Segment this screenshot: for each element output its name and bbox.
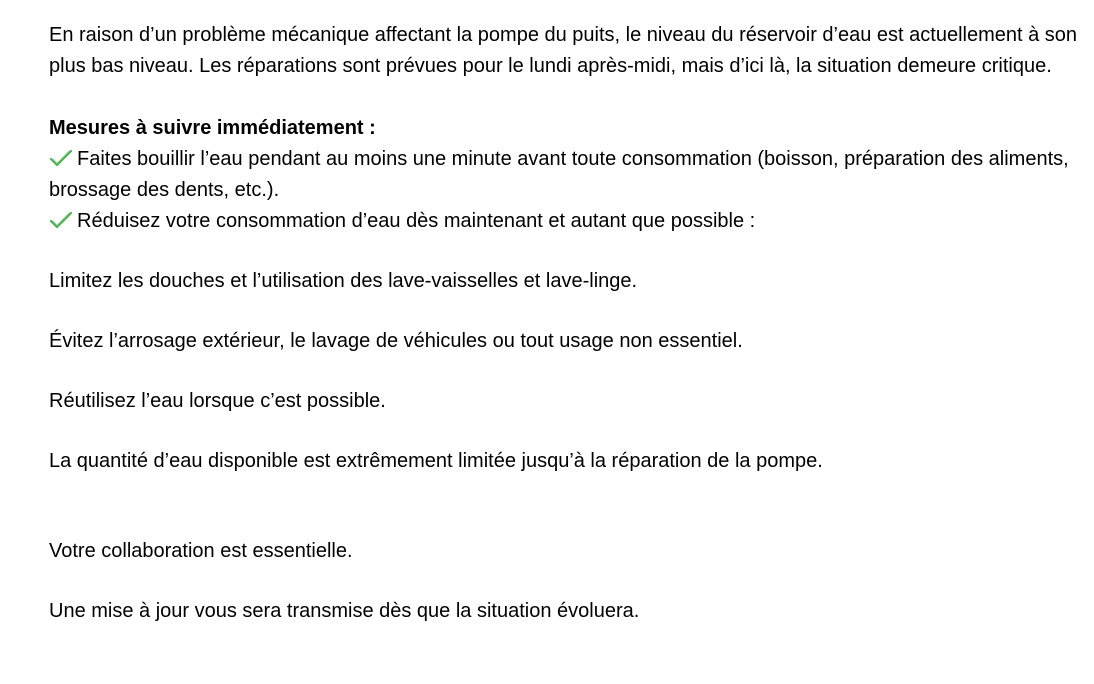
- paragraph-reuse: Réutilisez l’eau lorsque c’est possible.: [49, 390, 386, 412]
- checklist-item-label: Faites bouillir l’eau pendant au moins une minute avant toute consommation (boisson, préparation des aliments, brossage des dents, etc.).: [49, 148, 1069, 201]
- checklist-item-reduce: [49, 206, 1079, 237]
- check-mark-icon: [49, 148, 73, 168]
- closing-collaboration: Votre collaboration est essentielle.: [49, 540, 353, 562]
- check-mark-icon: [49, 210, 73, 230]
- document-body: [49, 20, 1079, 627]
- checklist-item-boil: [49, 144, 1079, 206]
- paragraph-limited: La quantité d’eau disponible est extrêmement limitée jusqu’à la réparation de la pompe.: [49, 450, 823, 472]
- closing-update: Une mise à jour vous sera transmise dès que la situation évoluera.: [49, 600, 640, 622]
- paragraph-watering: Évitez l’arrosage extérieur, le lavage de véhicules ou tout usage non essentiel.: [49, 330, 743, 352]
- measures-heading: Mesures à suivre immédiatement :: [49, 117, 376, 139]
- intro-paragraph: En raison d’un problème mécanique affectant la pompe du puits, le niveau du réservoir d’eau est actuellement à son plus bas niveau. Les réparations sont prévues pour le lundi après-midi, mais d’ici là, la situation demeure critique.: [49, 24, 1078, 77]
- paragraph-showers: Limitez les douches et l’utilisation des lave-vaisselles et lave-linge.: [49, 270, 638, 292]
- checklist-item-label: Réduisez votre consommation d’eau dès maintenant et autant que possible :: [77, 210, 756, 232]
